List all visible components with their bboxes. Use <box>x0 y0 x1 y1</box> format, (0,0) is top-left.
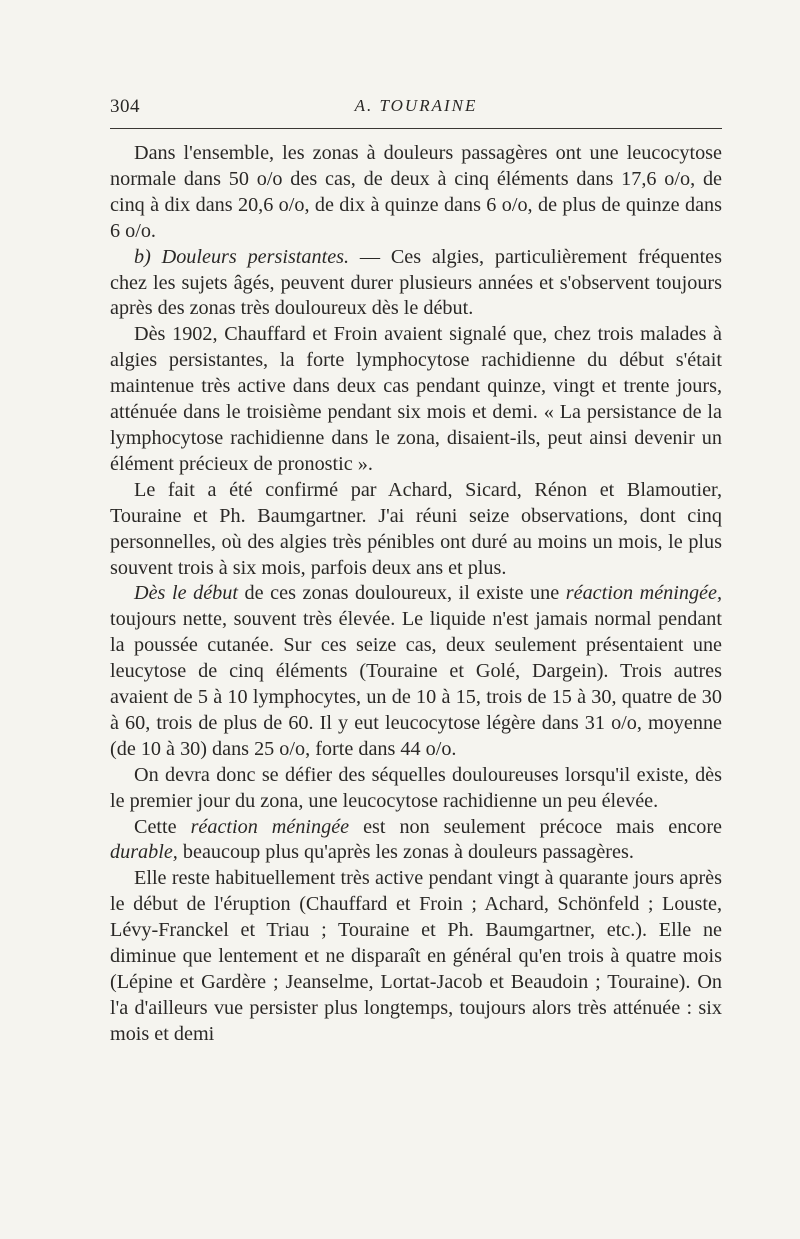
paragraph-text: Le fait a été confirmé par Achard, Sicard, Rénon et Blamoutier, Touraine et Ph. Baumgartner. J'ai réuni seize observations, dont cinq personnelles, où des algies très pénibles ont duré au moins un mois, le plus souvent trois à six mois, parfois deux ans et plus. <box>110 478 722 579</box>
paragraph-text: On devra donc se défier des séquelles douloureuses lorsqu'il existe, dès le premier jour du zona, une leucocytose rachidienne un peu élevée. <box>110 763 722 812</box>
paragraph <box>110 866 722 1047</box>
running-head: A. TOURAINE <box>354 96 478 115</box>
paragraph-text: toujours nette, souvent très élevée. Le liquide n'est jamais normal pendant la poussée cutanée. Sur ces seize cas, deux seulement présentaient une leucytose de cinq éléments (Touraine et Golé, Dargein). Trois autres avaient de 5 à 10 lymphocytes, un de 10 à 15, trois de 15 à 30, quatre de 30 à 60, trois de plus de 60. Il y eut leucocytose légère dans 31 o/o, moyenne (de 10 à 30) dans 25 o/o, forte dans 44 o/o. <box>110 608 722 760</box>
italic-phrase: réaction méningée <box>190 815 350 838</box>
section-heading: Douleurs persistantes. <box>161 245 350 268</box>
paragraph <box>110 815 722 867</box>
italic-phrase: réaction méningée, <box>565 582 723 605</box>
paragraph-text: Cette <box>134 815 177 838</box>
paragraph-text: Dans l'ensemble, les zonas à douleurs passagères ont une leucocytose normale dans 50 o/o des cas, de deux à cinq éléments dans 17,6 o/o, de cinq à dix dans 20,6 o/o, de dix à quinze dans 6 o/o, de plus de quinze dans 6 o/o. <box>110 142 722 242</box>
paragraph <box>110 763 722 815</box>
section-label: b) <box>134 245 151 268</box>
paragraph <box>110 322 722 477</box>
paragraph <box>110 478 722 582</box>
italic-phrase: durable, <box>110 841 178 864</box>
paragraph <box>110 141 722 245</box>
header-rule <box>110 128 722 129</box>
page-number: 304 <box>110 96 140 117</box>
paragraph-text: Dès 1902, Chauffard et Froin avaient signalé que, chez trois malades à algies persistantes, la forte lymphocytose rachidienne du début s'était maintenue très active dans deux cas pendant quinze, vingt et trente jours, atténuée dans le troisième pendant six mois et demi. « La persistance de la lymphocytose rachidienne dans le zona, disaient-ils, peut ainsi devenir un élément précieux de pronostic ». <box>110 323 722 475</box>
paragraph-text: — Ces algies, particulièrement fréquentes chez les sujets âgés, peuvent durer plusieurs années et s'observent toujours après des zonas très douloureux dès le début. <box>110 245 722 320</box>
paragraph <box>110 245 722 323</box>
italic-phrase: Dès le début <box>134 582 238 605</box>
paragraph-text: beaucoup plus qu'après les zonas à douleurs passagères. <box>182 841 634 864</box>
paragraph-text: Elle reste habituellement très active pendant vingt à quarante jours après le début de l'éruption (Chauffard et Froin ; Achard, Schönfeld ; Louste, Lévy-Franckel et Triau ; Touraine et Ph. Baumgartner, etc.). Elle ne diminue que lentement et ne disparaît en général qu'en trois à quatre mois (Lépine et Gardère ; Jeanselme, Lortat-Jacob et Beaudoin ; Touraine). On l'a d'ailleurs vue persister plus longtemps, toujours alors très atténuée : six mois et demi <box>110 867 722 1045</box>
paragraph <box>110 581 722 762</box>
paragraph-text: est non seulement précoce mais encore <box>363 815 723 838</box>
page-header <box>110 96 722 122</box>
paragraph-text: de ces zonas douloureux, il existe une <box>244 582 560 605</box>
body-text <box>110 141 722 1048</box>
